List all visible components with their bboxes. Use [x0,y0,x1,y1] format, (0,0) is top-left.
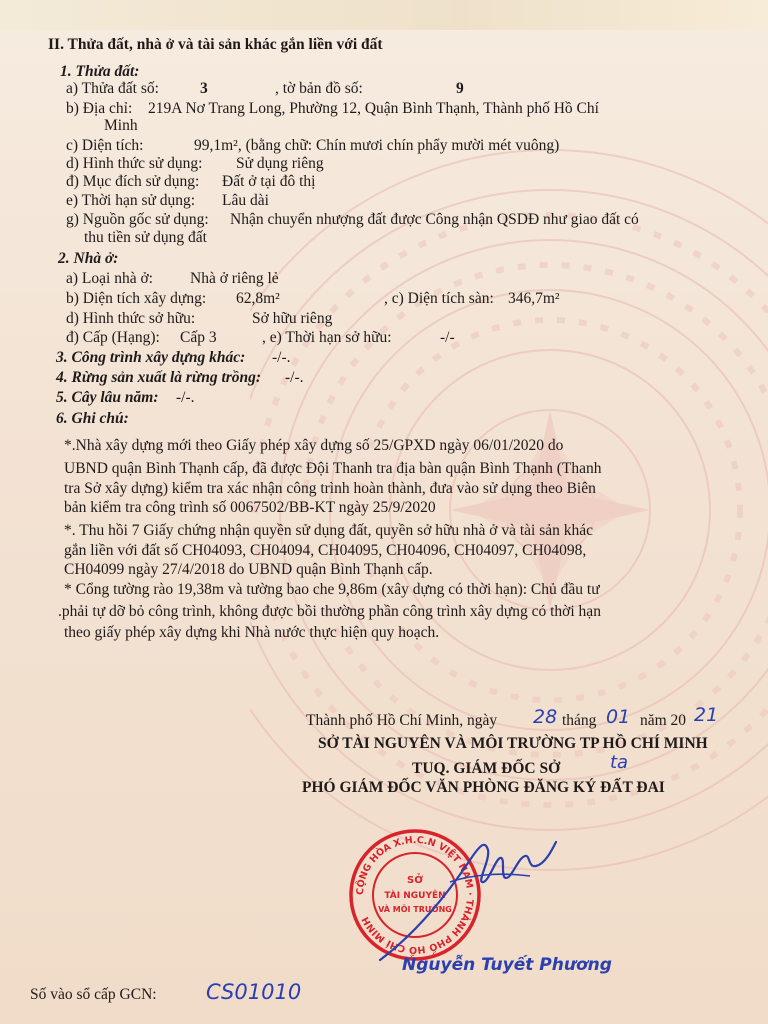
perennial-trees-value: -/-. [176,389,195,406]
term-label: e) Thời hạn sử dụng: [66,192,196,209]
date-month-handwritten: 01 [606,706,631,728]
note-line: .phải tự dỡ bỏ công trình, không được bồi thường phần công trình xây dựng có thời hạn [58,603,601,620]
registry-number-handwritten: CS01010 [206,980,302,1004]
floor-area-value: 346,7m² [508,290,560,307]
seal-outer-text: CỘNG HÒA X.H.C.N VIỆT NAM · THÀNH PHỐ HỒ CHÍ MINH [354,834,476,956]
built-area-value: 62,8m² [236,290,280,307]
parcel-number: 3 [200,80,208,97]
area-value: 99,1m², (bằng chữ: Chín mươi chín phẩy mười mét vuông) [194,137,560,154]
note-line: tra Sở xây dựng) kiểm tra xác nhận công trình hoàn thành, đưa vào sử dụng theo Biên [64,480,596,497]
seal-inner-line: VÀ MÔI TRƯỜNG [378,905,452,914]
note-line: gắn liền với đất số CH04093, CH04094, CH04095, CH04096, CH04097, CH04098, [64,542,587,559]
note-line: *. Thu hồi 7 Giấy chứng nhận quyền sử dụng đất, quyền sở hữu nhà ở và tài sản khác [64,522,594,539]
built-area-label: b) Diện tích xây dựng: [66,290,207,307]
authorization-line: TUQ. GIÁM ĐỐC SỞ [412,760,561,777]
deputy-director-title: PHÓ GIÁM ĐỐC VĂN PHÒNG ĐĂNG KÝ ĐẤT ĐAI [302,779,665,796]
map-label: , tờ bản đồ số: [275,80,363,97]
registry-label: Số vào sổ cấp GCN: [30,986,157,1003]
date-year-handwritten: 21 [694,704,719,726]
note-line: bản kiểm tra công trình số 0067502/BB-KT ngày 25/9/2020 [64,499,436,516]
house-heading: 2. Nhà ở: [58,250,119,267]
note-line: CH04099 ngày 27/4/2018 do UBND quận Bình Thạnh cấp. [64,561,433,578]
address-line-2: Minh [104,117,138,134]
ownership-form-value: Sở hữu riêng [252,310,333,327]
date-day-handwritten: 28 [533,706,558,728]
forest-value: -/-. [285,369,304,386]
floor-area-label: , c) Diện tích sàn: [384,290,494,307]
initials-handwritten: ta [610,752,629,773]
house-type-value: Nhà ở riêng lẻ [190,270,279,287]
map-number: 9 [456,80,464,97]
use-form-label: d) Hình thức sử dụng: [66,155,203,172]
note-line: theo giấy phép xây dựng khi Nhà nước thực hiện quy hoạch. [64,624,440,641]
seal-inner-line: TÀI NGUYÊN [384,891,446,901]
address-line-1: 219A Nơ Trang Long, Phường 12, Quận Bình Thạnh, Thành phố Hồ Chí [148,100,599,117]
ownership-term-value: -/- [440,329,455,346]
address-label: b) Địa chỉ: [66,100,133,117]
forest-label: 4. Rừng sản xuất là rừng trồng: [56,369,262,386]
perennial-trees-label: 5. Cây lâu năm: [56,389,159,406]
signer-name: Nguyễn Tuyết Phương [402,955,612,975]
note-line: * Cổng tường rào 19,38m và tường bao che 9,86m (xây dựng có thời hạn): Chủ đầu tư [64,581,600,598]
term-value: Lâu dài [222,192,269,209]
other-works-label: 3. Công trình xây dựng khác: [56,349,246,366]
purpose-label: đ) Mục đích sử dụng: [66,173,200,190]
other-works-value: -/-. [272,349,291,366]
origin-label: g) Nguồn gốc sử dụng: [66,211,209,228]
grade-label: đ) Cấp (Hạng): [66,329,160,346]
note-line: *.Nhà xây dựng mới theo Giấy phép xây dựng số 25/GPXD ngày 06/01/2020 do [64,437,564,454]
place-date-prefix: Thành phố Hồ Chí Minh, ngày [306,712,498,729]
house-type-label: a) Loại nhà ở: [66,270,153,287]
use-form-value: Sử dụng riêng [236,155,324,172]
ownership-term-label: , e) Thời hạn sở hữu: [262,329,392,346]
area-label: c) Diện tích: [66,137,144,154]
issuing-department: SỞ TÀI NGUYÊN VÀ MÔI TRƯỜNG TP HỒ CHÍ MINH [318,735,708,752]
month-label: tháng [562,712,597,729]
section-title: II. Thửa đất, nhà ở và tài sản khác gắn liền với đất [48,36,383,53]
grade-value: Cấp 3 [180,329,217,346]
origin-line-2: thu tiền sử dụng đất [84,229,207,246]
ownership-form-label: d) Hình thức sở hữu: [66,310,196,327]
top-edge [0,0,768,30]
origin-line-1: Nhận chuyển nhượng đất được Công nhận QSDĐ như giao đất có [230,211,639,228]
purpose-value: Đất ở tại đô thị [222,173,316,190]
note-line: UBND quận Bình Thạnh cấp, đã được Đội Thanh tra địa bàn quận Bình Thạnh (Thanh [64,460,602,477]
land-heading: 1. Thửa đất: [60,63,140,80]
parcel-label: a) Thửa đất số: [66,80,159,97]
notes-heading: 6. Ghi chú: [56,410,129,427]
year-label: năm 20 [640,712,687,729]
seal-inner-line: SỞ [407,875,423,886]
